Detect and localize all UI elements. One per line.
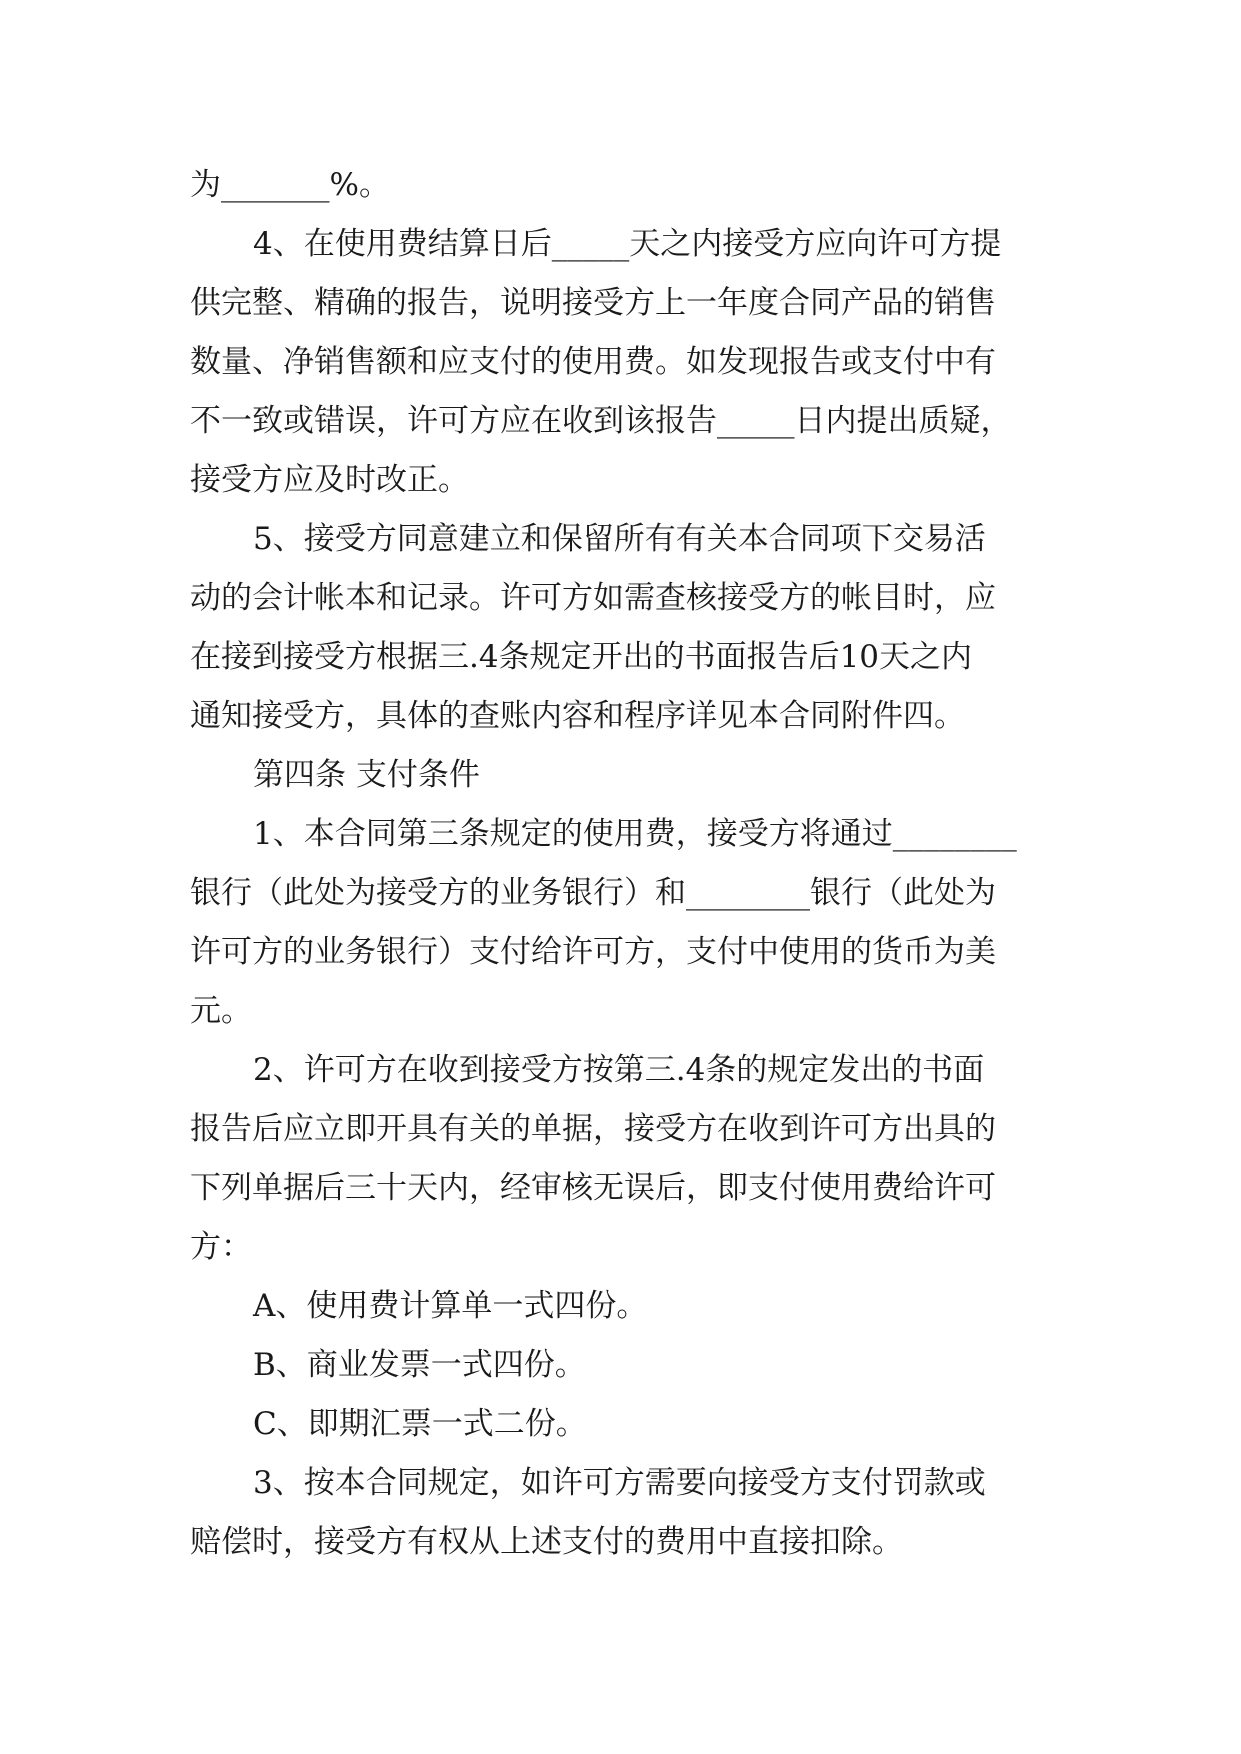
text-line: 供完整、精确的报告，说明接受方上一年度合同产品的销售 bbox=[190, 285, 996, 321]
text-line: 银行（此处为接受方的业务银行）和________银行（此处为 bbox=[190, 875, 996, 911]
text-line: 5、接受方同意建立和保留所有有关本合同项下交易活 bbox=[253, 521, 986, 557]
text-line: 元。 bbox=[190, 993, 252, 1029]
text-line: 接受方应及时改正。 bbox=[190, 462, 469, 498]
section-heading: 第四条 支付条件 bbox=[253, 757, 480, 793]
text-line: 2、许可方在收到接受方按第三.4条的规定发出的书面 bbox=[253, 1052, 985, 1088]
text-line: 在接到接受方根据三.4条规定开出的书面报告后10天之内 bbox=[190, 639, 973, 675]
text-line: 许可方的业务银行）支付给许可方，支付中使用的货币为美 bbox=[190, 934, 996, 970]
text-line: 报告后应立即开具有关的单据，接受方在收到许可方出具的 bbox=[190, 1111, 996, 1147]
text-line: 为_______%。 bbox=[190, 167, 390, 203]
text-line: 4、在使用费结算日后_____天之内接受方应向许可方提 bbox=[253, 226, 1002, 262]
text-line: 不一致或错误，许可方应在收到该报告_____日内提出质疑， bbox=[190, 403, 1012, 439]
text-line: 动的会计帐本和记录。许可方如需查核接受方的帐目时，应 bbox=[190, 580, 996, 616]
text-line: 1、本合同第三条规定的使用费，接受方将通过________ bbox=[253, 816, 1017, 852]
list-item: C、即期汇票一式二份。 bbox=[253, 1406, 587, 1442]
text-line: 方： bbox=[190, 1229, 252, 1265]
list-item: A、使用费计算单一式四份。 bbox=[253, 1288, 648, 1324]
text-line: 通知接受方，具体的查账内容和程序详见本合同附件四。 bbox=[190, 698, 965, 734]
list-item: B、商业发票一式四份。 bbox=[253, 1347, 586, 1383]
text-line: 3、按本合同规定，如许可方需要向接受方支付罚款或 bbox=[253, 1465, 986, 1501]
text-line: 数量、净销售额和应支付的使用费。如发现报告或支付中有 bbox=[190, 344, 996, 380]
text-line: 赔偿时，接受方有权从上述支付的费用中直接扣除。 bbox=[190, 1524, 903, 1560]
text-line: 下列单据后三十天内，经审核无误后，即支付使用费给许可 bbox=[190, 1170, 996, 1206]
